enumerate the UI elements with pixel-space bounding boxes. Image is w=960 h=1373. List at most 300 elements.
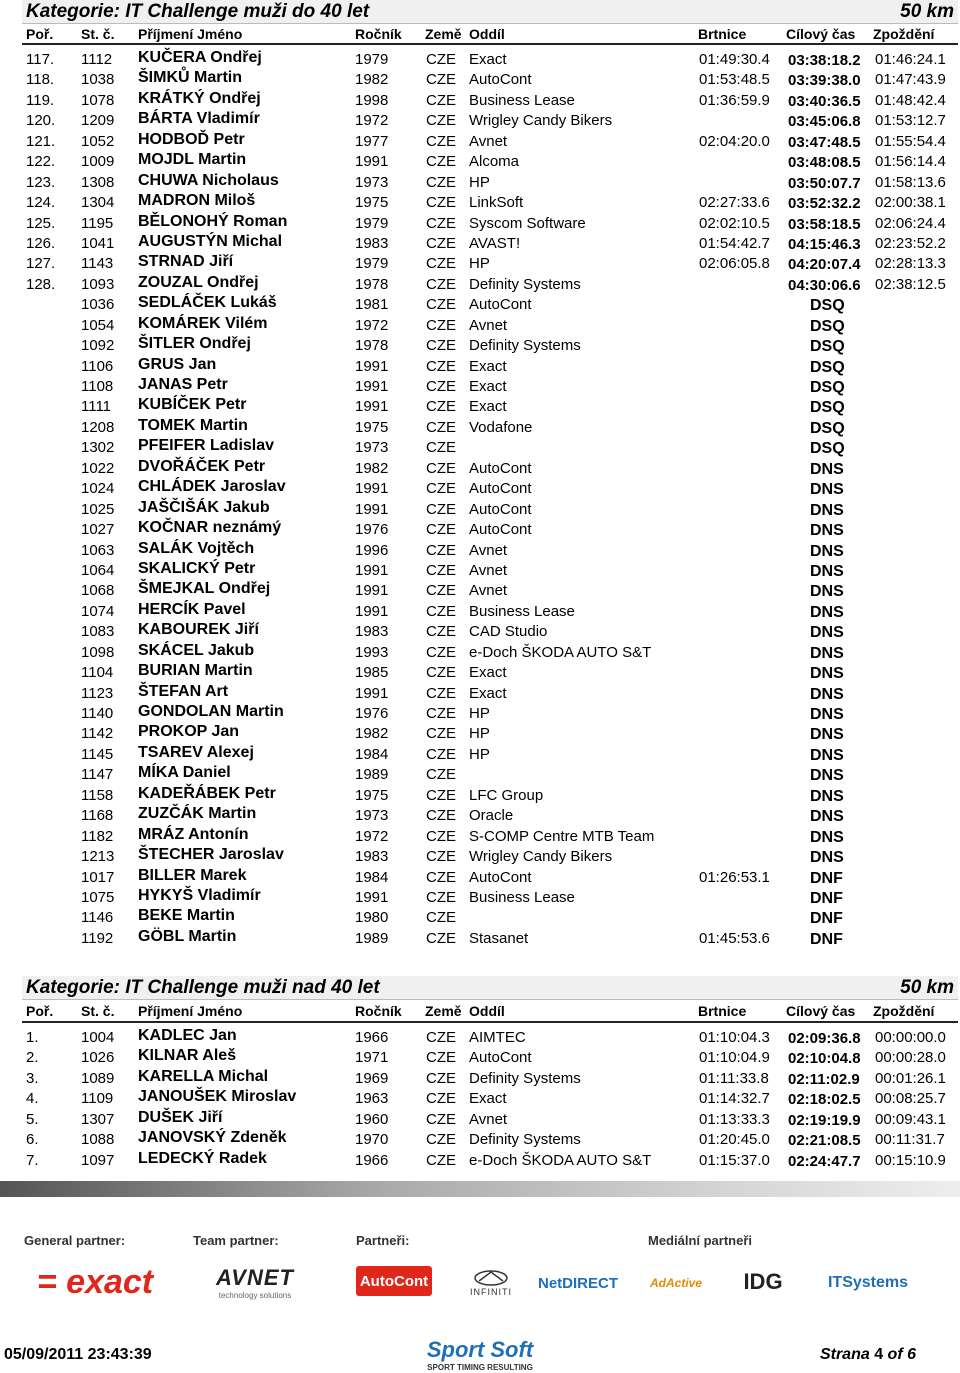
cell-start-number: 1097 — [81, 1151, 115, 1169]
cell-name: SKÁCEL Jakub — [138, 641, 255, 659]
cell-year: 1982 — [355, 71, 389, 89]
sportsoft-logo — [410, 1336, 550, 1372]
table-row — [22, 315, 958, 335]
cell-year: 1963 — [355, 1090, 389, 1108]
table-row — [22, 764, 958, 784]
cell-status: DSQ — [810, 317, 845, 335]
adactive-logo: AdActive — [649, 1276, 702, 1290]
cell-name: KADEŘÁBEK Petr — [138, 784, 276, 802]
cell-name: ŠMEJKAL Ondřej — [138, 580, 271, 598]
cell-country: CZE — [426, 418, 456, 436]
col-brtnice: Brtnice — [698, 26, 747, 42]
avnet-logo — [195, 1262, 315, 1302]
col-st: St. č. — [81, 1003, 115, 1019]
cell-name: PFEIFER Ladislav — [138, 437, 275, 455]
cell-country: CZE — [426, 1151, 456, 1169]
cell-name: KUČERA Ondřej — [138, 49, 262, 66]
cell-club: Oracle — [469, 807, 514, 825]
itsystems-logo: ITSystems — [827, 1274, 909, 1291]
cell-year: 1977 — [355, 132, 389, 150]
cell-country: CZE — [426, 705, 456, 722]
cell-finish-time: 03:45:06.8 — [788, 113, 861, 131]
cell-position: 127. — [26, 255, 56, 273]
cell-club: CAD Studio — [469, 623, 548, 641]
cell-name: KILNAR Aleš — [138, 1047, 237, 1065]
cell-status: DNS — [810, 501, 844, 519]
table-row — [22, 192, 958, 212]
table-row — [22, 1109, 958, 1129]
cell-country: CZE — [426, 1090, 456, 1108]
cell-year: 1991 — [355, 480, 389, 498]
table-row — [22, 907, 958, 927]
cell-brtnice: 01:26:53.1 — [699, 868, 770, 886]
cell-position: 124. — [26, 194, 56, 212]
table-row — [22, 396, 958, 416]
cell-start-number: 1123 — [81, 684, 114, 702]
category-title: Kategorie: IT Challenge muži do 40 let — [26, 1, 370, 22]
cell-finish-time: 02:19:19.9 — [788, 1111, 861, 1129]
cell-country: CZE — [426, 398, 456, 416]
cell-country: CZE — [426, 623, 456, 641]
cell-finish-time: 03:39:38.0 — [788, 72, 861, 90]
cell-start-number: 1302 — [81, 439, 115, 457]
cell-year: 1975 — [355, 786, 389, 804]
cell-club: Exact — [469, 51, 507, 68]
table-row — [22, 1047, 958, 1067]
table-row — [22, 560, 958, 580]
cell-year: 1991 — [355, 398, 389, 416]
cell-status: DSQ — [810, 297, 845, 315]
cell-start-number: 1145 — [81, 745, 114, 763]
col-zpozdeni: Zpoždění — [873, 1003, 935, 1019]
cell-finish-time: 03:40:36.5 — [788, 92, 861, 110]
cell-country: CZE — [426, 684, 456, 702]
cell-position: 4. — [26, 1090, 39, 1108]
table-row — [22, 642, 958, 662]
cell-country: CZE — [426, 480, 456, 498]
cell-name: DVOŘÁČEK Petr — [138, 457, 266, 475]
cell-club: S-COMP Centre MTB Team — [469, 827, 655, 845]
col-name: Příjmení Jméno — [138, 1003, 243, 1019]
cell-year: 1960 — [355, 1110, 389, 1128]
table-row — [22, 376, 958, 396]
cell-delay: 01:53:12.7 — [875, 112, 946, 130]
table-row — [22, 437, 958, 457]
cell-position: 123. — [26, 173, 56, 191]
cell-club: e-Doch ŠKODA AUTO S&T — [469, 643, 652, 661]
cell-brtnice: 02:06:05.8 — [699, 255, 770, 273]
table-row — [22, 826, 958, 846]
cell-club: HP — [469, 255, 490, 273]
cell-start-number: 1074 — [81, 602, 115, 620]
table-row — [22, 621, 958, 641]
cell-status: DNS — [810, 726, 844, 744]
table-row — [22, 253, 958, 273]
cell-country: CZE — [426, 459, 456, 477]
cell-start-number: 1026 — [81, 1049, 115, 1067]
table-row — [22, 867, 958, 887]
cell-status: DNS — [810, 746, 844, 764]
cell-club: Business Lease — [469, 602, 575, 620]
cell-status: DNS — [810, 644, 844, 662]
cell-club: HP — [469, 725, 490, 743]
table-row — [22, 805, 958, 825]
cell-country: CZE — [426, 807, 456, 825]
table-row — [22, 274, 958, 294]
cell-country: CZE — [426, 888, 456, 906]
cell-start-number: 1038 — [81, 71, 115, 89]
cell-country: CZE — [426, 909, 456, 927]
cell-year: 1991 — [355, 888, 389, 906]
cell-club: HP — [469, 173, 490, 191]
cell-start-number: 1036 — [81, 296, 115, 314]
cell-start-number: 1092 — [81, 337, 115, 355]
cell-start-number: 1142 — [81, 725, 114, 743]
results-table-1 — [22, 49, 958, 948]
cell-finish-time: 03:52:32.2 — [788, 195, 861, 213]
cell-year: 1983 — [355, 234, 389, 252]
cell-name: MRÁZ Antonín — [138, 825, 249, 843]
cell-brtnice: 01:13:33.3 — [699, 1110, 770, 1128]
cell-club: LFC Group — [469, 786, 544, 804]
cell-name: ŠIMKŮ Martin — [138, 69, 242, 87]
cell-year: 1983 — [355, 848, 389, 866]
table-row — [22, 90, 958, 110]
cell-start-number: 1064 — [81, 561, 115, 579]
cell-name: DUŠEK Jiří — [138, 1108, 223, 1126]
table-row — [22, 417, 958, 437]
cell-name: HERCÍK Pavel — [138, 600, 246, 618]
table-row — [22, 172, 958, 192]
cell-start-number: 1024 — [81, 480, 115, 498]
cell-start-number: 1025 — [81, 500, 115, 518]
cell-status: DNS — [810, 706, 844, 723]
cell-club: Avnet — [469, 582, 508, 600]
table-row — [22, 1150, 958, 1170]
cell-delay: 02:00:38.1 — [875, 194, 946, 212]
table-row — [22, 744, 958, 764]
cell-status: DNS — [810, 562, 844, 580]
cell-club: HP — [469, 705, 490, 722]
col-club: Oddíl — [469, 1003, 505, 1019]
cell-delay: 01:46:24.1 — [875, 51, 946, 68]
cell-brtnice: 02:27:33.6 — [699, 194, 770, 212]
cell-start-number: 1304 — [81, 194, 115, 212]
cell-club: Avnet — [469, 1110, 508, 1128]
cell-club: AVAST! — [469, 234, 521, 252]
cell-country: CZE — [426, 848, 456, 866]
cell-brtnice: 01:10:04.3 — [699, 1029, 770, 1046]
cell-start-number: 1068 — [81, 582, 115, 600]
cell-country: CZE — [426, 582, 456, 600]
cell-country: CZE — [426, 357, 456, 375]
cell-status: DNS — [810, 522, 844, 540]
cell-status: DSQ — [810, 419, 845, 437]
cell-name: MOJDL Martin — [138, 151, 247, 169]
cell-start-number: 1213 — [81, 848, 115, 866]
exact-logo: = exact — [36, 1262, 154, 1301]
results-table-2 — [22, 1027, 958, 1170]
cell-position: 2. — [26, 1049, 39, 1067]
col-year: Ročník — [355, 1003, 402, 1019]
cell-name: BURIAN Martin — [138, 662, 253, 680]
table-row — [22, 294, 958, 314]
col-country: Země — [425, 1003, 462, 1019]
cell-year: 1973 — [355, 439, 389, 457]
cell-brtnice: 01:45:53.6 — [699, 929, 770, 947]
cell-finish-time: 02:11:02.9 — [788, 1070, 860, 1088]
cell-start-number: 1158 — [81, 786, 114, 804]
cell-year: 1979 — [355, 51, 389, 68]
cell-year: 1972 — [355, 316, 389, 334]
cell-position: 1. — [26, 1029, 39, 1046]
table-row — [22, 335, 958, 355]
cell-delay: 00:00:00.0 — [875, 1029, 946, 1046]
cell-status: DNS — [810, 603, 844, 621]
cell-year: 1993 — [355, 643, 389, 661]
cell-start-number: 1022 — [81, 459, 115, 477]
cell-name: BEKE Martin — [138, 907, 235, 925]
cell-country: CZE — [426, 929, 456, 947]
table-row — [22, 499, 958, 519]
cell-delay: 01:55:54.4 — [875, 132, 946, 150]
cell-name: KABOUREK Jiří — [138, 621, 259, 639]
cell-delay: 00:15:10.9 — [875, 1151, 946, 1169]
cell-club: Exact — [469, 664, 507, 682]
cell-finish-time: 03:58:18.5 — [788, 215, 861, 233]
cell-position: 117. — [26, 51, 55, 68]
cell-country: CZE — [426, 1131, 456, 1149]
cell-name: JANAS Petr — [138, 376, 228, 393]
cell-position: 119. — [26, 91, 55, 109]
avnet-logo-text: AVNET — [216, 1264, 294, 1290]
col-zpozdeni: Zpoždění — [873, 26, 935, 42]
table-row — [22, 1129, 958, 1149]
cell-finish-time: 04:15:46.3 — [788, 235, 861, 253]
table-row — [22, 580, 958, 600]
cell-name: STRNAD Jiří — [138, 253, 234, 271]
cell-delay: 00:09:43.1 — [875, 1110, 946, 1128]
cell-finish-time: 02:21:08.5 — [788, 1132, 861, 1150]
table-row — [22, 785, 958, 805]
table-row — [22, 49, 958, 69]
cell-status: DNS — [810, 542, 844, 560]
cell-start-number: 1112 — [81, 51, 113, 68]
cell-status: DNS — [810, 685, 844, 703]
cell-club: Avnet — [469, 316, 508, 334]
cell-brtnice: 01:20:45.0 — [699, 1131, 770, 1149]
table-row — [22, 213, 958, 233]
cell-delay: 01:58:13.6 — [875, 173, 946, 191]
cell-club: AutoCont — [469, 71, 532, 89]
cell-country: CZE — [426, 71, 456, 89]
cell-country: CZE — [426, 725, 456, 743]
cell-delay: 00:11:31.7 — [875, 1131, 945, 1149]
cell-start-number: 1195 — [81, 214, 114, 232]
table-row — [22, 1068, 958, 1088]
col-country: Země — [425, 26, 462, 42]
cell-start-number: 1004 — [81, 1029, 115, 1046]
cell-club: Definity Systems — [469, 275, 581, 293]
cell-name: PROKOP Jan — [138, 723, 240, 741]
netdirect-logo: NetDIRECT — [538, 1274, 619, 1292]
cell-finish-time: 02:10:04.8 — [788, 1050, 861, 1068]
cell-start-number: 1140 — [81, 705, 114, 722]
category-distance: 50 km — [900, 1, 954, 22]
cell-country: CZE — [426, 173, 456, 191]
cell-country: CZE — [426, 51, 456, 68]
table-row — [22, 69, 958, 89]
cell-year: 1985 — [355, 664, 389, 682]
cell-finish-time: 03:48:08.5 — [788, 154, 861, 172]
cell-start-number: 1106 — [81, 357, 114, 375]
cell-club: HP — [469, 745, 490, 763]
cell-name: MÍKA Daniel — [138, 764, 231, 782]
cell-club: LinkSoft — [469, 194, 524, 212]
cell-start-number: 1143 — [81, 255, 114, 273]
table-row — [22, 683, 958, 703]
col-por: Poř. — [26, 26, 54, 42]
cell-country: CZE — [426, 234, 456, 252]
cell-year: 1982 — [355, 725, 389, 743]
cell-finish-time: 03:47:48.5 — [788, 133, 861, 151]
cell-position: 121. — [26, 132, 56, 150]
cell-country: CZE — [426, 664, 456, 682]
cell-country: CZE — [426, 643, 456, 661]
table-row — [22, 151, 958, 171]
cell-country: CZE — [426, 561, 456, 579]
cell-year: 1973 — [355, 173, 389, 191]
cell-status: DNF — [810, 910, 843, 928]
cell-start-number: 1111 — [81, 398, 112, 416]
cell-club: Alcoma — [469, 153, 520, 171]
cell-year: 1989 — [355, 766, 389, 784]
cell-club: e-Doch ŠKODA AUTO S&T — [469, 1151, 652, 1169]
cell-start-number: 1108 — [81, 378, 114, 395]
cell-delay: 00:01:26.1 — [875, 1069, 946, 1087]
cell-year: 1983 — [355, 623, 389, 641]
cell-status: DNS — [810, 460, 844, 478]
cell-brtnice: 01:15:37.0 — [699, 1151, 770, 1169]
cell-name: HODBOĎ Petr — [138, 130, 245, 148]
table-row — [22, 478, 958, 498]
cell-name: SALÁK Vojtěch — [138, 539, 255, 557]
divider — [22, 1021, 958, 1023]
table-row — [22, 703, 958, 723]
cell-name: CHUWA Nicholaus — [138, 171, 279, 189]
cell-name: ŠTEFAN Art — [138, 682, 229, 700]
cell-brtnice: 02:04:20.0 — [699, 132, 770, 150]
cell-name: JANOVSKÝ Zdeněk — [138, 1129, 287, 1147]
cell-status: DNS — [810, 808, 844, 826]
cell-country: CZE — [426, 214, 456, 232]
cell-club: Vodafone — [469, 418, 533, 436]
cell-club: Stasanet — [469, 929, 529, 947]
cell-delay: 00:00:28.0 — [875, 1049, 946, 1067]
cell-name: KADLEC Jan — [138, 1027, 237, 1044]
sportsoft-logo-sub: SPORT TIMING RESULTING — [427, 1362, 533, 1372]
cell-start-number: 1109 — [81, 1090, 114, 1108]
cell-country: CZE — [426, 868, 456, 886]
cell-brtnice: 01:36:59.9 — [699, 91, 770, 109]
page-number: 4 — [874, 1346, 884, 1363]
cell-name: TOMEK Martin — [138, 416, 248, 434]
col-por: Poř. — [26, 1003, 54, 1019]
cell-start-number: 1147 — [81, 766, 114, 784]
cell-name: BILLER Marek — [138, 866, 247, 884]
column-headers — [22, 1003, 958, 1021]
cell-country: CZE — [426, 194, 456, 212]
cell-year: 1991 — [355, 684, 389, 702]
table-row — [22, 540, 958, 560]
cell-year: 1966 — [355, 1151, 389, 1169]
cell-delay: 01:48:42.4 — [875, 91, 946, 109]
cell-club: Avnet — [469, 561, 508, 579]
idg-logo: IDG — [743, 1269, 783, 1294]
cell-status: DSQ — [810, 358, 845, 376]
cell-start-number: 1063 — [81, 541, 115, 559]
cell-club: AutoCont — [469, 521, 532, 539]
cell-name: KRÁTKÝ Ondřej — [138, 89, 261, 107]
cell-status: DSQ — [810, 440, 845, 458]
cell-year: 1989 — [355, 929, 389, 947]
cell-country: CZE — [426, 132, 456, 150]
cell-status: DNF — [810, 889, 843, 907]
cell-start-number: 1054 — [81, 316, 115, 334]
cell-start-number: 1307 — [81, 1110, 115, 1128]
cell-club: AutoCont — [469, 480, 532, 498]
cell-status: DNS — [810, 665, 844, 683]
cell-status: DNS — [810, 787, 844, 805]
table-row — [22, 928, 958, 948]
cell-club: AutoCont — [469, 868, 532, 886]
decorative-bar — [0, 1181, 960, 1197]
cell-position: 118. — [26, 71, 55, 89]
cell-brtnice: 01:14:32.7 — [699, 1090, 770, 1108]
cell-name: AUGUSTÝN Michal — [138, 232, 283, 250]
cell-status: DNS — [810, 767, 844, 785]
cell-status: DSQ — [810, 399, 845, 417]
cell-status: DSQ — [810, 338, 845, 356]
cell-name: JAŠČIŠÁK Jakub — [138, 498, 270, 516]
cell-name: CHLÁDEK Jaroslav — [138, 478, 286, 496]
cell-start-number: 1146 — [81, 909, 114, 927]
cell-country: CZE — [426, 153, 456, 171]
col-year: Ročník — [355, 26, 402, 42]
cell-country: CZE — [426, 1029, 456, 1046]
cell-club: Exact — [469, 357, 507, 375]
cell-brtnice: 01:53:48.5 — [699, 71, 770, 89]
cell-year: 1982 — [355, 459, 389, 477]
cell-start-number: 1027 — [81, 521, 115, 539]
cell-name: KOMÁREK Vilém — [138, 314, 268, 332]
infiniti-icon — [473, 1269, 509, 1287]
cell-club: Wrigley Candy Bikers — [469, 112, 613, 130]
cell-position: 125. — [26, 214, 56, 232]
cell-year: 1978 — [355, 337, 389, 355]
cell-name: GÖBL Martin — [138, 927, 237, 945]
cell-finish-time: 04:30:06.6 — [788, 276, 861, 294]
cell-start-number: 1041 — [81, 234, 115, 252]
cell-brtnice: 01:11:33.8 — [699, 1069, 769, 1087]
partners-label: Partneři: — [356, 1233, 410, 1248]
cell-year: 1976 — [355, 521, 389, 539]
table-row — [22, 1088, 958, 1108]
cell-country: CZE — [426, 275, 456, 293]
cell-name: SKALICKÝ Petr — [138, 559, 256, 577]
table-row — [22, 519, 958, 539]
table-row — [22, 356, 958, 376]
